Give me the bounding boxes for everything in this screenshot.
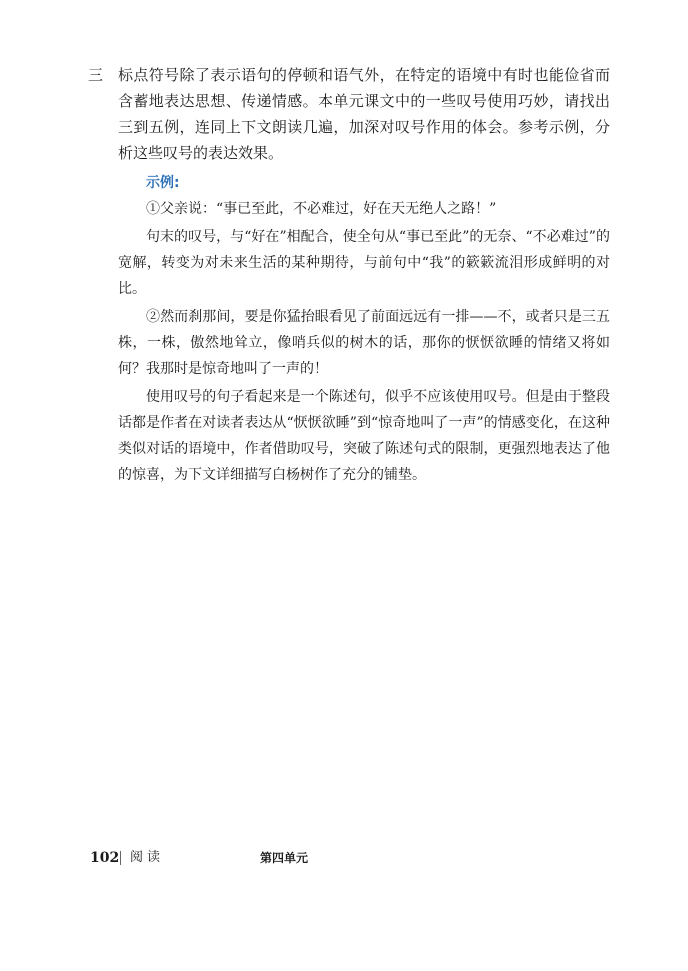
section-label: 阅读 <box>130 850 165 865</box>
unit-label: 第四单元 <box>260 851 309 865</box>
page-number: 102 <box>90 850 120 866</box>
example-block <box>118 170 610 488</box>
page-footer <box>90 848 490 868</box>
footer-divider <box>120 851 121 865</box>
example1-quote: ①父亲说：“事已至此，不必难过，好在天无绝人之路！” <box>146 201 497 217</box>
exercise-number: 三 <box>88 66 104 84</box>
exercise-three <box>88 62 610 488</box>
example2-quote: ②然而刹那间，要是你猛抬眼看见了前面远远有一排——不，或者只是三五株，一株，傲然地耸立，像哨兵似的树木的话，那你的恹恹欲睡的情绪又将如何？我那时是惊奇地叫了一声的！ <box>118 309 610 377</box>
example1-analysis: 句末的叹号，与“好在”相配合，使全句从“事已至此”的无奈、“不必难过”的宽解，转变为对未来生活的某种期待，与前句中“我”的簌簌流泪形成鲜明的对比。 <box>118 229 610 297</box>
example-heading: 示例: <box>146 175 180 191</box>
exercise-prompt: 标点符号除了表示语句的停顿和语气外，在特定的语境中有时也能俭省而含蓄地表达思想、传递情感。本单元课文中的一些叹号使用巧妙，请找出三到五例，连同上下文朗读几遍，加深对叹号作用的体会。参考示例，分析这些叹号的表达效果。 <box>118 66 610 162</box>
example2-analysis: 使用叹号的句子看起来是一个陈述句，似乎不应该使用叹号。但是由于整段话都是作者在对读者表达从“恹恹欲睡”到“惊奇地叫了一声”的情感变化，在这种类似对话的语境中，作者借助叹号，突破了陈述句式的限制，更强烈地表达了他的惊喜，为下文详细描写白杨树作了充分的铺垫。 <box>118 389 610 483</box>
